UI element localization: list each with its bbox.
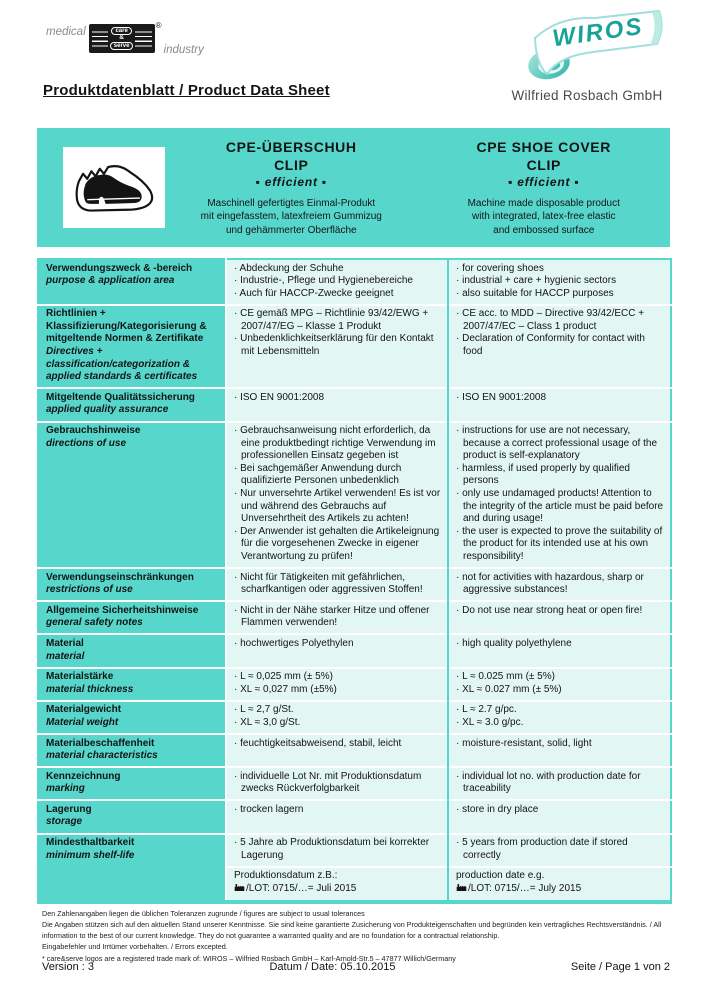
- document-meta: [42, 961, 670, 973]
- product-description-de: Maschinell gefertigtes Einmal-Produkt mit eingefasstem, latexfreiem Gummizug und gehämmerter Oberfläche: [200, 197, 382, 236]
- wiros-ribbon-icon: [507, 6, 667, 92]
- bullet-item: · Abdeckung der Schuhe: [234, 262, 344, 274]
- row-label: [38, 259, 226, 305]
- bullet-item: · the user is expected to prove the suitability of the product for its intended use at his own responsibility!: [456, 525, 663, 562]
- medical-label: medical: [46, 26, 86, 38]
- row-label-de: Verwendungseinschränkungen: [46, 571, 194, 583]
- row-label: [38, 422, 226, 569]
- table-row: [38, 834, 671, 867]
- bullet-item: · ISO EN 9001:2008: [456, 391, 547, 403]
- care-serve-logo: [46, 21, 204, 56]
- registered-mark: ®: [155, 21, 162, 30]
- table-row: [38, 734, 671, 767]
- cell-english: [448, 259, 671, 305]
- serve-label: serve: [110, 42, 134, 50]
- fineprint-line: Den Zahlenangaben liegen die üblichen Toleranzen zugrunde / figures are subject to usual tolerances: [42, 909, 365, 918]
- bullet-item: · XL ≈ 3.0 g/pc.: [456, 716, 524, 728]
- bullet-item: · for covering shoes: [456, 262, 544, 274]
- cell-english: [448, 734, 671, 767]
- wiros-wordmark: WIROS: [550, 12, 646, 53]
- row-label-de: Mindesthaltbarkeit: [46, 837, 135, 849]
- cell-german: [226, 388, 448, 421]
- table-row: [38, 422, 671, 569]
- cell-english-sub: [448, 867, 671, 902]
- cell-german: [226, 601, 448, 634]
- bullet-item: · Industrie-, Pflege und Hygienebereiche: [234, 275, 413, 287]
- row-label-de: Lagerung: [46, 803, 92, 815]
- shoe-cover-icon: [68, 152, 160, 224]
- bullet-item: · instructions for use are not necessary, because a correct professional usage of the product is self-explanatory: [456, 425, 658, 462]
- row-label: [38, 767, 226, 800]
- bullet-item: · Do not use near strong heat or open fire!: [456, 604, 643, 616]
- cell-english: [448, 767, 671, 800]
- ampersand-label: &: [119, 34, 124, 42]
- bullet-item: · XL ≈ 3,0 g/St.: [234, 716, 301, 728]
- bullet-item: · industrial + care + hygienic sectors: [456, 275, 617, 287]
- bullet-item: · feuchtigkeitsabweisend, stabil, leicht: [234, 737, 402, 749]
- fineprint-line: Eingabefehler und Irrtümer vorbehalten. / Errors excepted.: [42, 942, 228, 952]
- bullet-item: · moisture-resistant, solid, light: [456, 737, 592, 749]
- spec-table: [37, 258, 672, 904]
- fineprint-line: Die Angaben stützen sich auf den aktuellen Stand unserer Kenntnisse. Sie sind keine garantierte Zusicherung von Produkteigenschaften und begründen kein vertragliches Rechtsverständnis. / All information to the best of our current knowledge. They do not guarantee a warranted quality and are no foundation for a contractual relationship.: [42, 920, 662, 941]
- bullet-item: · only use undamaged products! Attention to the integrity of the article must be paid before and during usage!: [456, 488, 664, 525]
- table-row: [38, 305, 671, 389]
- table-row: [38, 767, 671, 800]
- bullet-item: · 5 years from production date if stored correctly: [456, 837, 628, 861]
- bullet-item: · Nicht für Tätigkeiten mit gefährlichen, scharfkantigen oder aggressiven Stoffen!: [234, 571, 423, 596]
- row-label: [38, 388, 226, 421]
- bullet-item: · Auch für HACCP-Zwecke geeignet: [234, 287, 394, 299]
- table-row: [38, 701, 671, 734]
- row-label-de: Materialbeschaffenheit: [46, 737, 155, 749]
- cell-english: [448, 701, 671, 734]
- row-label-en: purpose & application area: [46, 275, 175, 287]
- product-title-de: CPE-ÜBERSCHUH CLIP: [225, 138, 357, 173]
- fineprint-line: * care&serve logos are a registered trade mark of: WIROS – Wilfried Rosbach GmbH – Karl-Arnold-Str.5 – 47877 Willich/Germany: [42, 953, 456, 963]
- row-label-de: Kennzeichnung: [46, 770, 121, 782]
- bullet-item: · Nicht in der Nähe starker Hitze und offener Flammen verwenden!: [234, 604, 430, 629]
- row-label-en: material: [46, 650, 85, 662]
- cell-german: [226, 305, 448, 389]
- cell-german: [226, 734, 448, 767]
- row-label-de: Verwendungszweck & -bereich: [46, 262, 193, 274]
- banner-german-column: [165, 138, 418, 238]
- row-label-de: Gebrauchshinweise: [46, 425, 141, 437]
- manufacturer-icon: [234, 883, 245, 897]
- cell-german: [226, 422, 448, 569]
- bullet-item: · Der Anwender ist gehalten die Artikeleignung für die vorgesehenen Zwecke in eigener Verantwortung zu prüfen!: [234, 525, 440, 562]
- cell-german: [226, 701, 448, 734]
- bullet-item: · individuelle Lot Nr. mit Produktionsdatum zwecks Rückverfolgbarkeit: [234, 770, 422, 795]
- table-row: [38, 601, 671, 634]
- manufacturer-icon: [456, 883, 467, 897]
- cell-english: [448, 634, 671, 667]
- cell-german: [226, 568, 448, 601]
- bullet-item: · 5 Jahre ab Produktionsdatum bei korrekter Lagerung: [234, 837, 430, 861]
- row-label-en: directions of use: [46, 437, 127, 449]
- industry-label: industry: [163, 44, 204, 56]
- product-tagline-de: ▪ efficient ▪: [255, 174, 327, 189]
- page-title: Produktdatenblatt / Product Data Sheet: [43, 82, 330, 99]
- row-label: [38, 701, 226, 734]
- row-label-de: Material: [46, 637, 84, 649]
- table-row: [38, 388, 671, 421]
- product-banner: [37, 128, 670, 247]
- row-label: [38, 668, 226, 701]
- bullet-item: · Nur unversehrte Artikel verwenden! Es ist vor und während des Gebrauchs auf Unversehrtheit des Artikels zu achten!: [234, 488, 441, 525]
- cell-english: [448, 601, 671, 634]
- cell-english: [448, 834, 671, 867]
- bullet-item: · Bei sachgemäßer Anwendung durch qualifizierte Personen unbedenklich: [234, 462, 402, 487]
- legal-fineprint: [42, 908, 674, 964]
- product-tagline-en: ▪ efficient ▪: [508, 174, 580, 189]
- care-serve-box: [89, 24, 155, 53]
- row-label-en: applied quality assurance: [46, 404, 169, 416]
- bullet-item: · Unbedenklichkeitserklärung für den Kontakt mit Lebensmitteln: [234, 333, 434, 358]
- row-label: [38, 734, 226, 767]
- bullet-item: · Declaration of Conformity for contact with food: [456, 333, 645, 358]
- row-label-en: restrictions of use: [46, 584, 133, 596]
- cell-english: [448, 568, 671, 601]
- row-label-en: marking: [46, 783, 85, 795]
- row-label-en: minimum shelf-life: [46, 849, 135, 861]
- production-date-intro-de: Produktionsdatum z.B.:: [234, 870, 338, 882]
- table-row: [38, 259, 671, 305]
- version-label: Version : 3: [42, 961, 94, 973]
- banner-english-column: [418, 138, 671, 238]
- row-label-en: Material weight: [46, 716, 119, 728]
- production-date-intro-en: production date e.g.: [456, 870, 545, 882]
- cell-german: [226, 834, 448, 867]
- bullet-item: · individual lot no. with production date for traceability: [456, 770, 641, 795]
- row-label: [38, 601, 226, 634]
- cell-german: [226, 668, 448, 701]
- row-label-de: Allgemeine Sicherheitshinweise: [46, 604, 199, 616]
- product-image-box: [63, 147, 165, 228]
- row-label-de: Richtlinien + Klassifizierung/Kategorisierung & mitgeltende Normen & Zertifikate: [46, 308, 207, 345]
- cell-english: [448, 422, 671, 569]
- cell-english: [448, 388, 671, 421]
- table-row: [38, 800, 671, 833]
- bullet-item: · harmless, if used properly by qualified persons: [456, 462, 630, 487]
- row-label-en: material characteristics: [46, 750, 158, 762]
- cell-german: [226, 767, 448, 800]
- table-row: [38, 568, 671, 601]
- bullet-item: · L ≈ 0.025 mm (± 5%): [456, 671, 555, 683]
- page-number-label: Seite / Page 1 von 2: [570, 961, 670, 973]
- bullet-item: · L ≈ 2,7 g/St.: [234, 704, 294, 716]
- bullet-item: · CE gemäß MPG – Richtlinie 93/42/EWG + 2007/47/EG – Klasse 1 Produkt: [234, 308, 429, 332]
- row-label: [38, 800, 226, 833]
- date-label: Datum / Date: 05.10.2015: [269, 961, 396, 973]
- wiros-logo: [503, 6, 671, 103]
- bullet-item: · trocken lagern: [234, 803, 304, 815]
- product-title-en: CPE SHOE COVER CLIP: [476, 138, 611, 173]
- product-description-en: Machine made disposable product with integrated, latex-free elastic and embossed surface: [467, 197, 620, 236]
- bullet-item: · not for activities with hazardous, sharp or aggressive substances!: [456, 571, 644, 596]
- bullet-item: · L ≈ 0,025 mm (± 5%): [234, 671, 333, 683]
- lot-example-en: /LOT: 0715/…= July 2015: [456, 883, 664, 897]
- row-label: [38, 634, 226, 667]
- bullet-item: · Gebrauchsanweisung nicht erforderlich, da eine produktbedingt richtige Verwendung im professionellen Einsatz gegeben ist: [234, 425, 436, 462]
- company-name: Wilfried Rosbach GmbH: [511, 88, 663, 103]
- table-row: [38, 634, 671, 667]
- row-label: [38, 305, 226, 389]
- logo-bars-right-icon: [135, 28, 152, 49]
- row-label: [38, 568, 226, 601]
- bullet-item: · hochwertiges Polyethylen: [234, 637, 354, 649]
- bullet-item: · XL ≈ 0,027 mm (±5%): [234, 683, 337, 695]
- lot-example-de: /LOT: 0715/…= Juli 2015: [234, 883, 441, 897]
- logo-bars-left-icon: [92, 28, 109, 49]
- cell-english: [448, 800, 671, 833]
- bullet-item: · also suitable for HACCP purposes: [456, 287, 614, 299]
- bullet-item: · CE acc. to MDD – Directive 93/42/ECC + 2007/47/EC – Class 1 product: [456, 308, 645, 332]
- cell-german: [226, 800, 448, 833]
- bullet-item: · high quality polyethylene: [456, 637, 572, 649]
- row-label-de: Materialgewicht: [46, 704, 122, 716]
- row-label-de: Materialstärke: [46, 671, 114, 683]
- row-label-en: storage: [46, 816, 83, 828]
- bullet-item: · XL ≈ 0.027 mm (± 5%): [456, 683, 562, 695]
- cell-german: [226, 259, 448, 305]
- cell-german-sub: [226, 867, 448, 902]
- cell-english: [448, 668, 671, 701]
- row-label-de: Mitgeltende Qualitätssicherung: [46, 391, 195, 403]
- bullet-item: · L ≈ 2.7 g/pc.: [456, 704, 517, 716]
- table-row: [38, 668, 671, 701]
- row-label-en: material thickness: [46, 683, 134, 695]
- cell-english: [448, 305, 671, 389]
- bullet-item: · store in dry place: [456, 803, 539, 815]
- care-label: care: [111, 27, 131, 35]
- cell-german: [226, 634, 448, 667]
- row-label-en: Directives + classification/categorization & applied standards & certificates: [46, 346, 198, 383]
- row-label: [38, 834, 226, 902]
- row-label-en: general safety notes: [46, 617, 143, 629]
- bullet-item: · ISO EN 9001:2008: [234, 391, 325, 403]
